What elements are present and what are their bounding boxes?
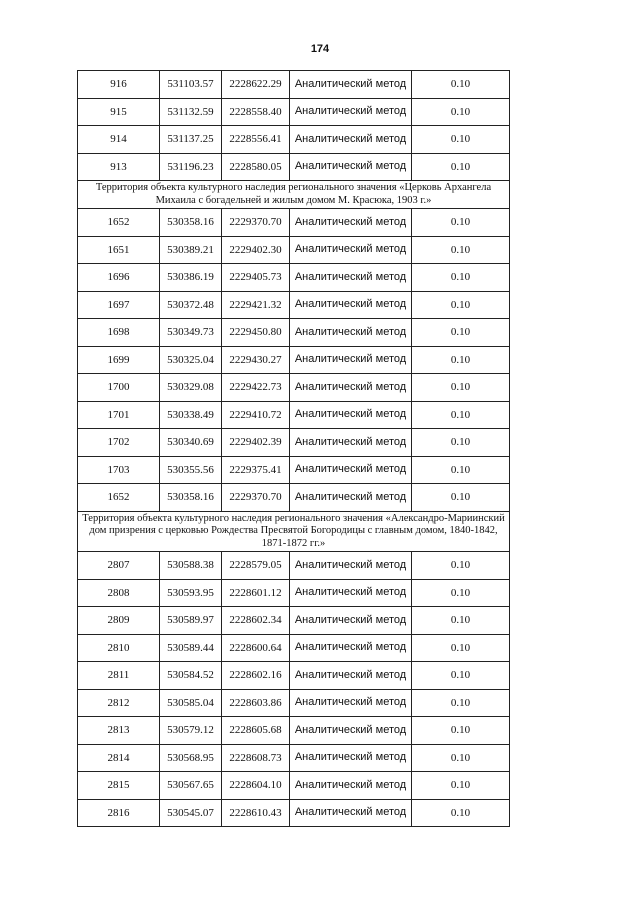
x-coordinate-cell: 531103.57: [160, 71, 222, 99]
accuracy-cell: 0.10: [412, 607, 510, 635]
point-number-cell: 1652: [78, 209, 160, 237]
point-number-cell: 1701: [78, 401, 160, 429]
accuracy-cell: 0.10: [412, 153, 510, 181]
x-coordinate-cell: 530589.44: [160, 634, 222, 662]
y-coordinate-cell: 2228556.41: [222, 126, 290, 154]
table-row: [78, 456, 510, 484]
table-row: [78, 484, 510, 512]
y-coordinate-cell: 2229375.41: [222, 456, 290, 484]
y-coordinate-cell: 2229370.70: [222, 484, 290, 512]
method-cell: Аналитический метод: [290, 319, 412, 347]
method-cell: Аналитический метод: [290, 772, 412, 800]
table-row: [78, 799, 510, 827]
x-coordinate-cell: 530340.69: [160, 429, 222, 457]
x-coordinate-cell: 530584.52: [160, 662, 222, 690]
method-cell: Аналитический метод: [290, 209, 412, 237]
point-number-cell: 2808: [78, 579, 160, 607]
accuracy-cell: 0.10: [412, 264, 510, 292]
table-row: [78, 264, 510, 292]
method-cell: Аналитический метод: [290, 799, 412, 827]
y-coordinate-cell: 2228558.40: [222, 98, 290, 126]
point-number-cell: 2815: [78, 772, 160, 800]
y-coordinate-cell: 2228602.34: [222, 607, 290, 635]
table-row: [78, 689, 510, 717]
table-row: [78, 319, 510, 347]
x-coordinate-cell: 530579.12: [160, 717, 222, 745]
table-row: [78, 401, 510, 429]
x-coordinate-cell: 531132.59: [160, 98, 222, 126]
accuracy-cell: 0.10: [412, 71, 510, 99]
x-coordinate-cell: 530372.48: [160, 291, 222, 319]
x-coordinate-cell: 530585.04: [160, 689, 222, 717]
y-coordinate-cell: 2229421.32: [222, 291, 290, 319]
y-coordinate-cell: 2229402.39: [222, 429, 290, 457]
method-cell: Аналитический метод: [290, 98, 412, 126]
point-number-cell: 916: [78, 71, 160, 99]
point-number-cell: 2813: [78, 717, 160, 745]
method-cell: Аналитический метод: [290, 662, 412, 690]
method-cell: Аналитический метод: [290, 607, 412, 635]
table-row: [78, 744, 510, 772]
table-row: [78, 374, 510, 402]
y-coordinate-cell: 2229402.30: [222, 236, 290, 264]
point-number-cell: 1698: [78, 319, 160, 347]
method-cell: Аналитический метод: [290, 456, 412, 484]
method-cell: Аналитический метод: [290, 236, 412, 264]
table-row: [78, 634, 510, 662]
section-title: Территория объекта культурного наследия регионального значения «Церковь Архангела Михаила с богадельней и жилым домом М. Красюка, 1903 г.»: [78, 181, 510, 209]
point-number-cell: 2810: [78, 634, 160, 662]
section-header-row: [78, 181, 510, 209]
y-coordinate-cell: 2228604.10: [222, 772, 290, 800]
table-row: [78, 772, 510, 800]
y-coordinate-cell: 2228603.86: [222, 689, 290, 717]
x-coordinate-cell: 530386.19: [160, 264, 222, 292]
y-coordinate-cell: 2228622.29: [222, 71, 290, 99]
accuracy-cell: 0.10: [412, 319, 510, 347]
method-cell: Аналитический метод: [290, 579, 412, 607]
table-row: [78, 429, 510, 457]
point-number-cell: 2807: [78, 552, 160, 580]
y-coordinate-cell: 2229410.72: [222, 401, 290, 429]
y-coordinate-cell: 2228579.05: [222, 552, 290, 580]
y-coordinate-cell: 2228580.05: [222, 153, 290, 181]
point-number-cell: 1699: [78, 346, 160, 374]
accuracy-cell: 0.10: [412, 689, 510, 717]
table-row: [78, 346, 510, 374]
table-row: [78, 607, 510, 635]
point-number-cell: 2812: [78, 689, 160, 717]
accuracy-cell: 0.10: [412, 484, 510, 512]
method-cell: Аналитический метод: [290, 634, 412, 662]
method-cell: Аналитический метод: [290, 429, 412, 457]
x-coordinate-cell: 531196.23: [160, 153, 222, 181]
point-number-cell: 2809: [78, 607, 160, 635]
table-row: [78, 236, 510, 264]
point-number-cell: 2816: [78, 799, 160, 827]
accuracy-cell: 0.10: [412, 772, 510, 800]
y-coordinate-cell: 2229405.73: [222, 264, 290, 292]
accuracy-cell: 0.10: [412, 662, 510, 690]
point-number-cell: 913: [78, 153, 160, 181]
x-coordinate-cell: 530588.38: [160, 552, 222, 580]
method-cell: Аналитический метод: [290, 291, 412, 319]
accuracy-cell: 0.10: [412, 579, 510, 607]
x-coordinate-cell: 530545.07: [160, 799, 222, 827]
coordinates-table: [77, 70, 510, 827]
y-coordinate-cell: 2228601.12: [222, 579, 290, 607]
x-coordinate-cell: 530358.16: [160, 484, 222, 512]
method-cell: Аналитический метод: [290, 126, 412, 154]
y-coordinate-cell: 2229370.70: [222, 209, 290, 237]
point-number-cell: 1652: [78, 484, 160, 512]
accuracy-cell: 0.10: [412, 799, 510, 827]
accuracy-cell: 0.10: [412, 401, 510, 429]
method-cell: Аналитический метод: [290, 401, 412, 429]
accuracy-cell: 0.10: [412, 552, 510, 580]
x-coordinate-cell: 530568.95: [160, 744, 222, 772]
accuracy-cell: 0.10: [412, 744, 510, 772]
table-row: [78, 579, 510, 607]
y-coordinate-cell: 2228608.73: [222, 744, 290, 772]
table-row: [78, 209, 510, 237]
point-number-cell: 1696: [78, 264, 160, 292]
table-row: [78, 71, 510, 99]
y-coordinate-cell: 2228600.64: [222, 634, 290, 662]
accuracy-cell: 0.10: [412, 291, 510, 319]
page-number: 174: [310, 43, 330, 55]
accuracy-cell: 0.10: [412, 209, 510, 237]
method-cell: Аналитический метод: [290, 153, 412, 181]
method-cell: Аналитический метод: [290, 689, 412, 717]
table-row: [78, 717, 510, 745]
accuracy-cell: 0.10: [412, 346, 510, 374]
y-coordinate-cell: 2229422.73: [222, 374, 290, 402]
table-row: [78, 153, 510, 181]
table-row: [78, 552, 510, 580]
section-title: Территория объекта культурного наследия регионального значения «Александро-Мариинский дом призрения с церковью Рождества Пресвятой Богородицы с главным домом, 1840-1842, 1871-1872 гг.»: [78, 511, 510, 552]
method-cell: Аналитический метод: [290, 717, 412, 745]
point-number-cell: 1702: [78, 429, 160, 457]
y-coordinate-cell: 2229450.80: [222, 319, 290, 347]
x-coordinate-cell: 530358.16: [160, 209, 222, 237]
accuracy-cell: 0.10: [412, 634, 510, 662]
x-coordinate-cell: 531137.25: [160, 126, 222, 154]
accuracy-cell: 0.10: [412, 717, 510, 745]
x-coordinate-cell: 530389.21: [160, 236, 222, 264]
point-number-cell: 914: [78, 126, 160, 154]
accuracy-cell: 0.10: [412, 456, 510, 484]
method-cell: Аналитический метод: [290, 484, 412, 512]
y-coordinate-cell: 2229430.27: [222, 346, 290, 374]
method-cell: Аналитический метод: [290, 264, 412, 292]
y-coordinate-cell: 2228602.16: [222, 662, 290, 690]
point-number-cell: 2814: [78, 744, 160, 772]
table-row: [78, 662, 510, 690]
accuracy-cell: 0.10: [412, 236, 510, 264]
method-cell: Аналитический метод: [290, 346, 412, 374]
point-number-cell: 1700: [78, 374, 160, 402]
x-coordinate-cell: 530593.95: [160, 579, 222, 607]
point-number-cell: 1697: [78, 291, 160, 319]
accuracy-cell: 0.10: [412, 374, 510, 402]
point-number-cell: 915: [78, 98, 160, 126]
x-coordinate-cell: 530329.08: [160, 374, 222, 402]
method-cell: Аналитический метод: [290, 552, 412, 580]
x-coordinate-cell: 530567.65: [160, 772, 222, 800]
method-cell: Аналитический метод: [290, 374, 412, 402]
point-number-cell: 1651: [78, 236, 160, 264]
x-coordinate-cell: 530338.49: [160, 401, 222, 429]
method-cell: Аналитический метод: [290, 744, 412, 772]
method-cell: Аналитический метод: [290, 71, 412, 99]
section-header-row: [78, 511, 510, 552]
x-coordinate-cell: 530349.73: [160, 319, 222, 347]
x-coordinate-cell: 530325.04: [160, 346, 222, 374]
x-coordinate-cell: 530589.97: [160, 607, 222, 635]
accuracy-cell: 0.10: [412, 429, 510, 457]
table-row: [78, 126, 510, 154]
y-coordinate-cell: 2228605.68: [222, 717, 290, 745]
y-coordinate-cell: 2228610.43: [222, 799, 290, 827]
point-number-cell: 1703: [78, 456, 160, 484]
x-coordinate-cell: 530355.56: [160, 456, 222, 484]
table-row: [78, 98, 510, 126]
accuracy-cell: 0.10: [412, 126, 510, 154]
point-number-cell: 2811: [78, 662, 160, 690]
accuracy-cell: 0.10: [412, 98, 510, 126]
table-row: [78, 291, 510, 319]
